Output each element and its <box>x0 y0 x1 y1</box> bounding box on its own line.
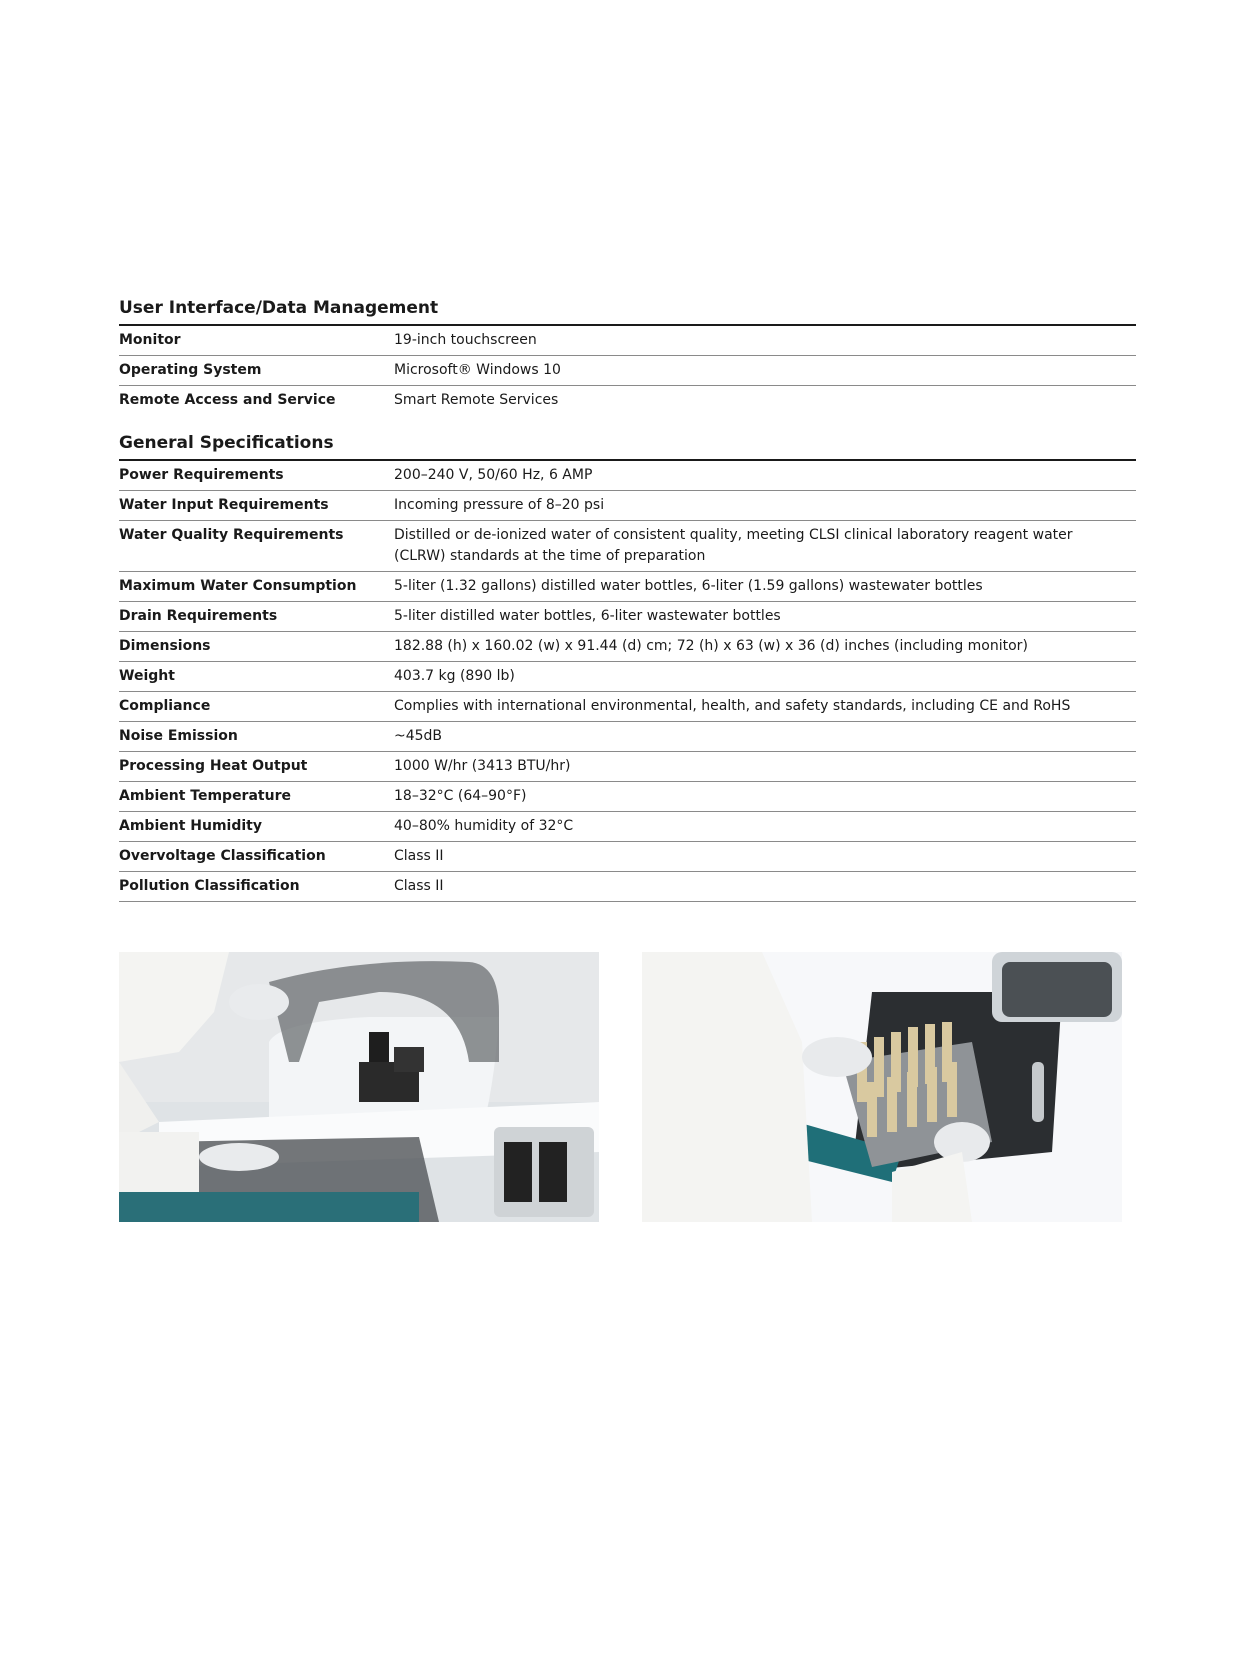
row-value: ~45dB <box>394 722 1136 752</box>
table-row <box>119 842 1136 872</box>
row-label: Pollution Classification <box>119 872 394 902</box>
spec-table-user-interface <box>119 326 1136 415</box>
table-row <box>119 692 1136 722</box>
row-label: Noise Emission <box>119 722 394 752</box>
row-label: Water Quality Requirements <box>119 521 394 572</box>
row-label: Maximum Water Consumption <box>119 572 394 602</box>
row-value: Class II <box>394 842 1136 872</box>
table-row <box>119 812 1136 842</box>
table-row <box>119 722 1136 752</box>
instrument-photo-lid-open <box>119 952 599 1222</box>
row-label: Dimensions <box>119 632 394 662</box>
row-value: 40–80% humidity of 32°C <box>394 812 1136 842</box>
row-value: Class II <box>394 872 1136 902</box>
row-value: 1000 W/hr (3413 BTU/hr) <box>394 752 1136 782</box>
row-label: Compliance <box>119 692 394 722</box>
row-label: Operating System <box>119 356 394 386</box>
product-photos <box>119 952 1121 1222</box>
row-value: Complies with international environmental, health, and safety standards, including CE and RoHS <box>394 692 1136 722</box>
row-label: Ambient Temperature <box>119 782 394 812</box>
table-row <box>119 632 1136 662</box>
row-label: Monitor <box>119 326 394 356</box>
table-row <box>119 662 1136 692</box>
row-label: Processing Heat Output <box>119 752 394 782</box>
row-value: 19-inch touchscreen <box>394 326 1136 356</box>
row-value: Microsoft® Windows 10 <box>394 356 1136 386</box>
row-value: 5-liter distilled water bottles, 6-liter wastewater bottles <box>394 602 1136 632</box>
row-label: Power Requirements <box>119 461 394 491</box>
table-row <box>119 491 1136 521</box>
row-label: Overvoltage Classification <box>119 842 394 872</box>
row-value: Incoming pressure of 8–20 psi <box>394 491 1136 521</box>
instrument-photo-tube-rack <box>642 952 1122 1222</box>
row-value: 5-liter (1.32 gallons) distilled water bottles, 6-liter (1.59 gallons) wastewater bottles <box>394 572 1136 602</box>
row-value: 18–32°C (64–90°F) <box>394 782 1136 812</box>
table-row <box>119 572 1136 602</box>
table-row <box>119 326 1136 356</box>
table-row <box>119 752 1136 782</box>
table-row <box>119 782 1136 812</box>
row-value: 182.88 (h) x 160.02 (w) x 91.44 (d) cm; 72 (h) x 63 (w) x 36 (d) inches (including monitor) <box>394 632 1136 662</box>
section-title-user-interface: User Interface/Data Management <box>119 298 1136 326</box>
row-label: Water Input Requirements <box>119 491 394 521</box>
row-label: Ambient Humidity <box>119 812 394 842</box>
section-title-general-specifications: General Specifications <box>119 433 1136 461</box>
row-value: Distilled or de-ionized water of consistent quality, meeting CLSI clinical laboratory reagent water (CLRW) standards at the time of preparation <box>394 521 1136 572</box>
row-value: Smart Remote Services <box>394 392 559 408</box>
table-row <box>119 461 1136 491</box>
row-value: 200–240 V, 50/60 Hz, 6 AMP <box>394 461 1136 491</box>
table-row <box>119 872 1136 902</box>
spec-sheet <box>119 298 1136 902</box>
table-row <box>119 602 1136 632</box>
row-label: Weight <box>119 662 394 692</box>
table-row <box>119 356 1136 386</box>
row-value: 403.7 kg (890 lb) <box>394 662 1136 692</box>
table-row <box>119 386 1136 416</box>
row-label: Drain Requirements <box>119 602 394 632</box>
spec-table-general <box>119 461 1136 902</box>
row-label: Remote Access and Service <box>119 392 336 408</box>
table-row <box>119 521 1136 572</box>
